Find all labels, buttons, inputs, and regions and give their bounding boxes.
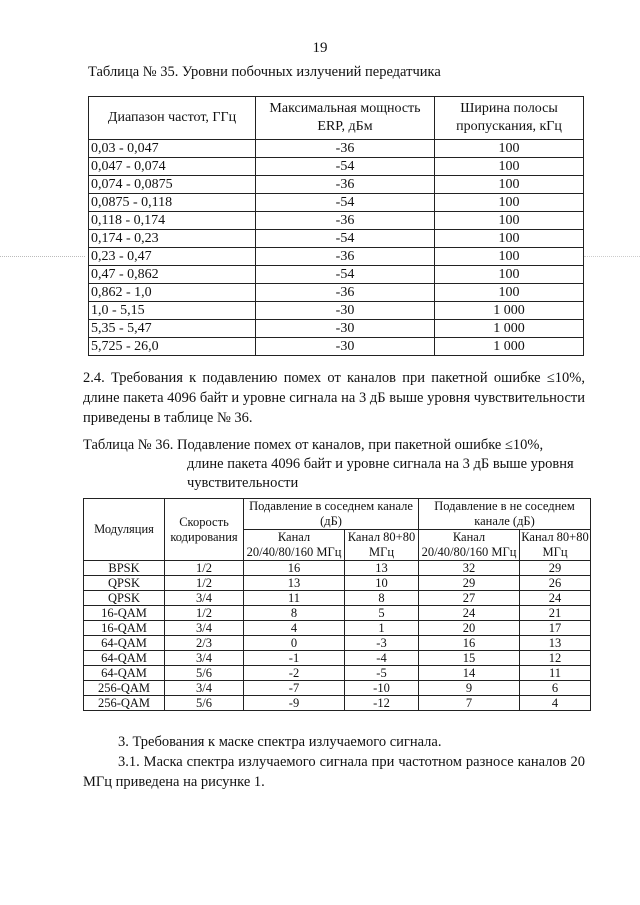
cell-max-power: -36 [256, 212, 435, 230]
cell-frequency-range: 0,03 - 0,047 [89, 140, 256, 158]
cell-frequency-range: 0,047 - 0,074 [89, 158, 256, 176]
table-36-caption [83, 436, 585, 493]
cell-frequency-range: 0,074 - 0,0875 [89, 176, 256, 194]
paragraph-3-1: 3.1. Маска спектра излучаемого сигнала при частотном разносе каналов 20 МГц приведена на рисунке 1. [83, 754, 585, 790]
cell-nonadj-80-80: 6 [520, 681, 591, 696]
cell-adj-20-160: -9 [244, 696, 345, 711]
cell-adj-80-80: -5 [345, 666, 419, 681]
cell-nonadj-20-160: 9 [419, 681, 520, 696]
cell-nonadj-80-80: 11 [520, 666, 591, 681]
table-row [89, 212, 584, 230]
table-row [89, 176, 584, 194]
cell-adj-80-80: -12 [345, 696, 419, 711]
table-row [84, 606, 591, 621]
table-row [89, 248, 584, 266]
cell-nonadj-80-80: 4 [520, 696, 591, 711]
cell-nonadj-20-160: 15 [419, 651, 520, 666]
cell-frequency-range: 5,35 - 5,47 [89, 320, 256, 338]
cell-adj-20-160: 11 [244, 591, 345, 606]
cell-bandwidth: 100 [435, 284, 584, 302]
cell-max-power: -30 [256, 320, 435, 338]
cell-adj-20-160: 0 [244, 636, 345, 651]
cell-adj-20-160: 13 [244, 576, 345, 591]
cell-bandwidth: 100 [435, 266, 584, 284]
table-35-body [89, 140, 584, 356]
cell-coding-rate: 1/2 [165, 576, 244, 591]
cell-bandwidth: 100 [435, 248, 584, 266]
cell-adj-20-160: -7 [244, 681, 345, 696]
cell-bandwidth: 100 [435, 158, 584, 176]
cell-adj-20-160: 4 [244, 621, 345, 636]
table-row [89, 266, 584, 284]
cell-modulation: 256-QAM [84, 681, 165, 696]
cell-nonadj-80-80: 13 [520, 636, 591, 651]
cell-nonadj-80-80: 12 [520, 651, 591, 666]
cell-nonadj-20-160: 32 [419, 561, 520, 576]
cell-nonadj-20-160: 27 [419, 591, 520, 606]
cell-coding-rate: 5/6 [165, 696, 244, 711]
table-row [84, 576, 591, 591]
table-row [89, 302, 584, 320]
cell-frequency-range: 0,0875 - 0,118 [89, 194, 256, 212]
cell-nonadj-20-160: 29 [419, 576, 520, 591]
cell-max-power: -54 [256, 266, 435, 284]
table-row [84, 561, 591, 576]
table-row [84, 696, 591, 711]
cell-adj-20-160: 16 [244, 561, 345, 576]
cell-bandwidth: 100 [435, 140, 584, 158]
header-modulation: Модуляция [84, 499, 165, 561]
cell-coding-rate: 5/6 [165, 666, 244, 681]
table-35-caption: Таблица № 35. Уровни побочных излучений передатчика [88, 64, 441, 80]
header-non-adjacent-suppression: Подавление в не соседнем канале (дБ) [419, 499, 591, 530]
header-bandwidth: Ширина полосы пропускания, кГц [435, 97, 584, 140]
header-adjacent-suppression: Подавление в соседнем канале (дБ) [244, 499, 419, 530]
cell-adj-80-80: -10 [345, 681, 419, 696]
cell-adj-20-160: 8 [244, 606, 345, 621]
cell-adj-20-160: -1 [244, 651, 345, 666]
cell-modulation: 16-QAM [84, 621, 165, 636]
cell-modulation: 256-QAM [84, 696, 165, 711]
header-frequency-range: Диапазон частот, ГГц [89, 97, 256, 140]
table-row [89, 194, 584, 212]
table-35 [88, 96, 584, 356]
cell-modulation: 64-QAM [84, 666, 165, 681]
header-max-power: Максимальная мощность ERP, дБм [256, 97, 435, 140]
cell-modulation: 64-QAM [84, 651, 165, 666]
cell-nonadj-80-80: 29 [520, 561, 591, 576]
cell-bandwidth: 1 000 [435, 320, 584, 338]
cell-frequency-range: 0,118 - 0,174 [89, 212, 256, 230]
table-row [84, 636, 591, 651]
cell-max-power: -54 [256, 194, 435, 212]
table-row [84, 681, 591, 696]
cell-max-power: -54 [256, 158, 435, 176]
cell-frequency-range: 1,0 - 5,15 [89, 302, 256, 320]
cell-adj-80-80: 1 [345, 621, 419, 636]
cell-modulation: 16-QAM [84, 606, 165, 621]
cell-nonadj-20-160: 7 [419, 696, 520, 711]
cell-nonadj-80-80: 26 [520, 576, 591, 591]
cell-bandwidth: 100 [435, 194, 584, 212]
cell-modulation: 64-QAM [84, 636, 165, 651]
cell-adj-80-80: 8 [345, 591, 419, 606]
cell-max-power: -36 [256, 176, 435, 194]
cell-coding-rate: 3/4 [165, 591, 244, 606]
scan-artifact-line [0, 256, 85, 257]
cell-max-power: -30 [256, 302, 435, 320]
table-row [89, 140, 584, 158]
cell-coding-rate: 1/2 [165, 606, 244, 621]
cell-nonadj-80-80: 24 [520, 591, 591, 606]
cell-bandwidth: 100 [435, 176, 584, 194]
cell-nonadj-20-160: 14 [419, 666, 520, 681]
cell-frequency-range: 0,174 - 0,23 [89, 230, 256, 248]
table-row [89, 320, 584, 338]
scan-artifact-line [584, 256, 640, 257]
table-row [84, 621, 591, 636]
header-nonadj-channel-20-160: Канал 20/40/80/160 МГц [419, 530, 520, 561]
cell-adj-80-80: 10 [345, 576, 419, 591]
cell-modulation: QPSK [84, 591, 165, 606]
cell-coding-rate: 3/4 [165, 651, 244, 666]
table-row [84, 651, 591, 666]
cell-frequency-range: 0,862 - 1,0 [89, 284, 256, 302]
cell-nonadj-80-80: 21 [520, 606, 591, 621]
cell-adj-20-160: -2 [244, 666, 345, 681]
cell-max-power: -36 [256, 140, 435, 158]
cell-max-power: -36 [256, 284, 435, 302]
cell-nonadj-20-160: 16 [419, 636, 520, 651]
cell-coding-rate: 3/4 [165, 681, 244, 696]
cell-adj-80-80: -3 [345, 636, 419, 651]
section-3-heading: 3. Требования к маске спектра излучаемого сигнала. [118, 734, 442, 750]
table-row [84, 666, 591, 681]
table-36 [83, 498, 591, 711]
cell-frequency-range: 0,23 - 0,47 [89, 248, 256, 266]
cell-nonadj-20-160: 20 [419, 621, 520, 636]
cell-adj-80-80: 13 [345, 561, 419, 576]
cell-modulation: BPSK [84, 561, 165, 576]
cell-max-power: -30 [256, 338, 435, 356]
cell-max-power: -36 [256, 248, 435, 266]
cell-adj-80-80: 5 [345, 606, 419, 621]
table-row [84, 591, 591, 606]
cell-max-power: -54 [256, 230, 435, 248]
cell-coding-rate: 2/3 [165, 636, 244, 651]
cell-bandwidth: 1 000 [435, 302, 584, 320]
cell-coding-rate: 1/2 [165, 561, 244, 576]
table-36-header-row-1 [84, 499, 591, 530]
cell-frequency-range: 5,725 - 26,0 [89, 338, 256, 356]
table-36-body [84, 561, 591, 711]
page-number: 19 [312, 40, 328, 56]
header-coding-rate: Скорость кодирования [165, 499, 244, 561]
table-35-header-row [89, 97, 584, 140]
cell-frequency-range: 0,47 - 0,862 [89, 266, 256, 284]
cell-bandwidth: 100 [435, 230, 584, 248]
table-row [89, 230, 584, 248]
cell-nonadj-80-80: 17 [520, 621, 591, 636]
table-row [89, 284, 584, 302]
paragraph-2-4: 2.4. Требования к подавлению помех от каналов при пакетной ошибке ≤10%, длине пакета 4096 байт и уровне сигнала на 3 дБ выше уровня чувствительности приведены в таблице № 36. [83, 370, 585, 426]
cell-nonadj-20-160: 24 [419, 606, 520, 621]
table-36-caption-line2: длине пакета 4096 байт и уровне сигнала на 3 дБ выше уровня чувствительности [187, 456, 574, 491]
header-adj-channel-20-160: Канал 20/40/80/160 МГц [244, 530, 345, 561]
table-row [89, 338, 584, 356]
table-row [89, 158, 584, 176]
header-nonadj-channel-80-80: Канал 80+80 МГц [521, 530, 589, 559]
cell-adj-80-80: -4 [345, 651, 419, 666]
cell-bandwidth: 100 [435, 212, 584, 230]
cell-modulation: QPSK [84, 576, 165, 591]
header-adj-channel-80-80: Канал 80+80 МГц [345, 530, 419, 561]
cell-bandwidth: 1 000 [435, 338, 584, 356]
cell-coding-rate: 3/4 [165, 621, 244, 636]
table-36-caption-line1: Таблица № 36. Подавление помех от каналов, при пакетной ошибке ≤10%, [83, 437, 544, 453]
